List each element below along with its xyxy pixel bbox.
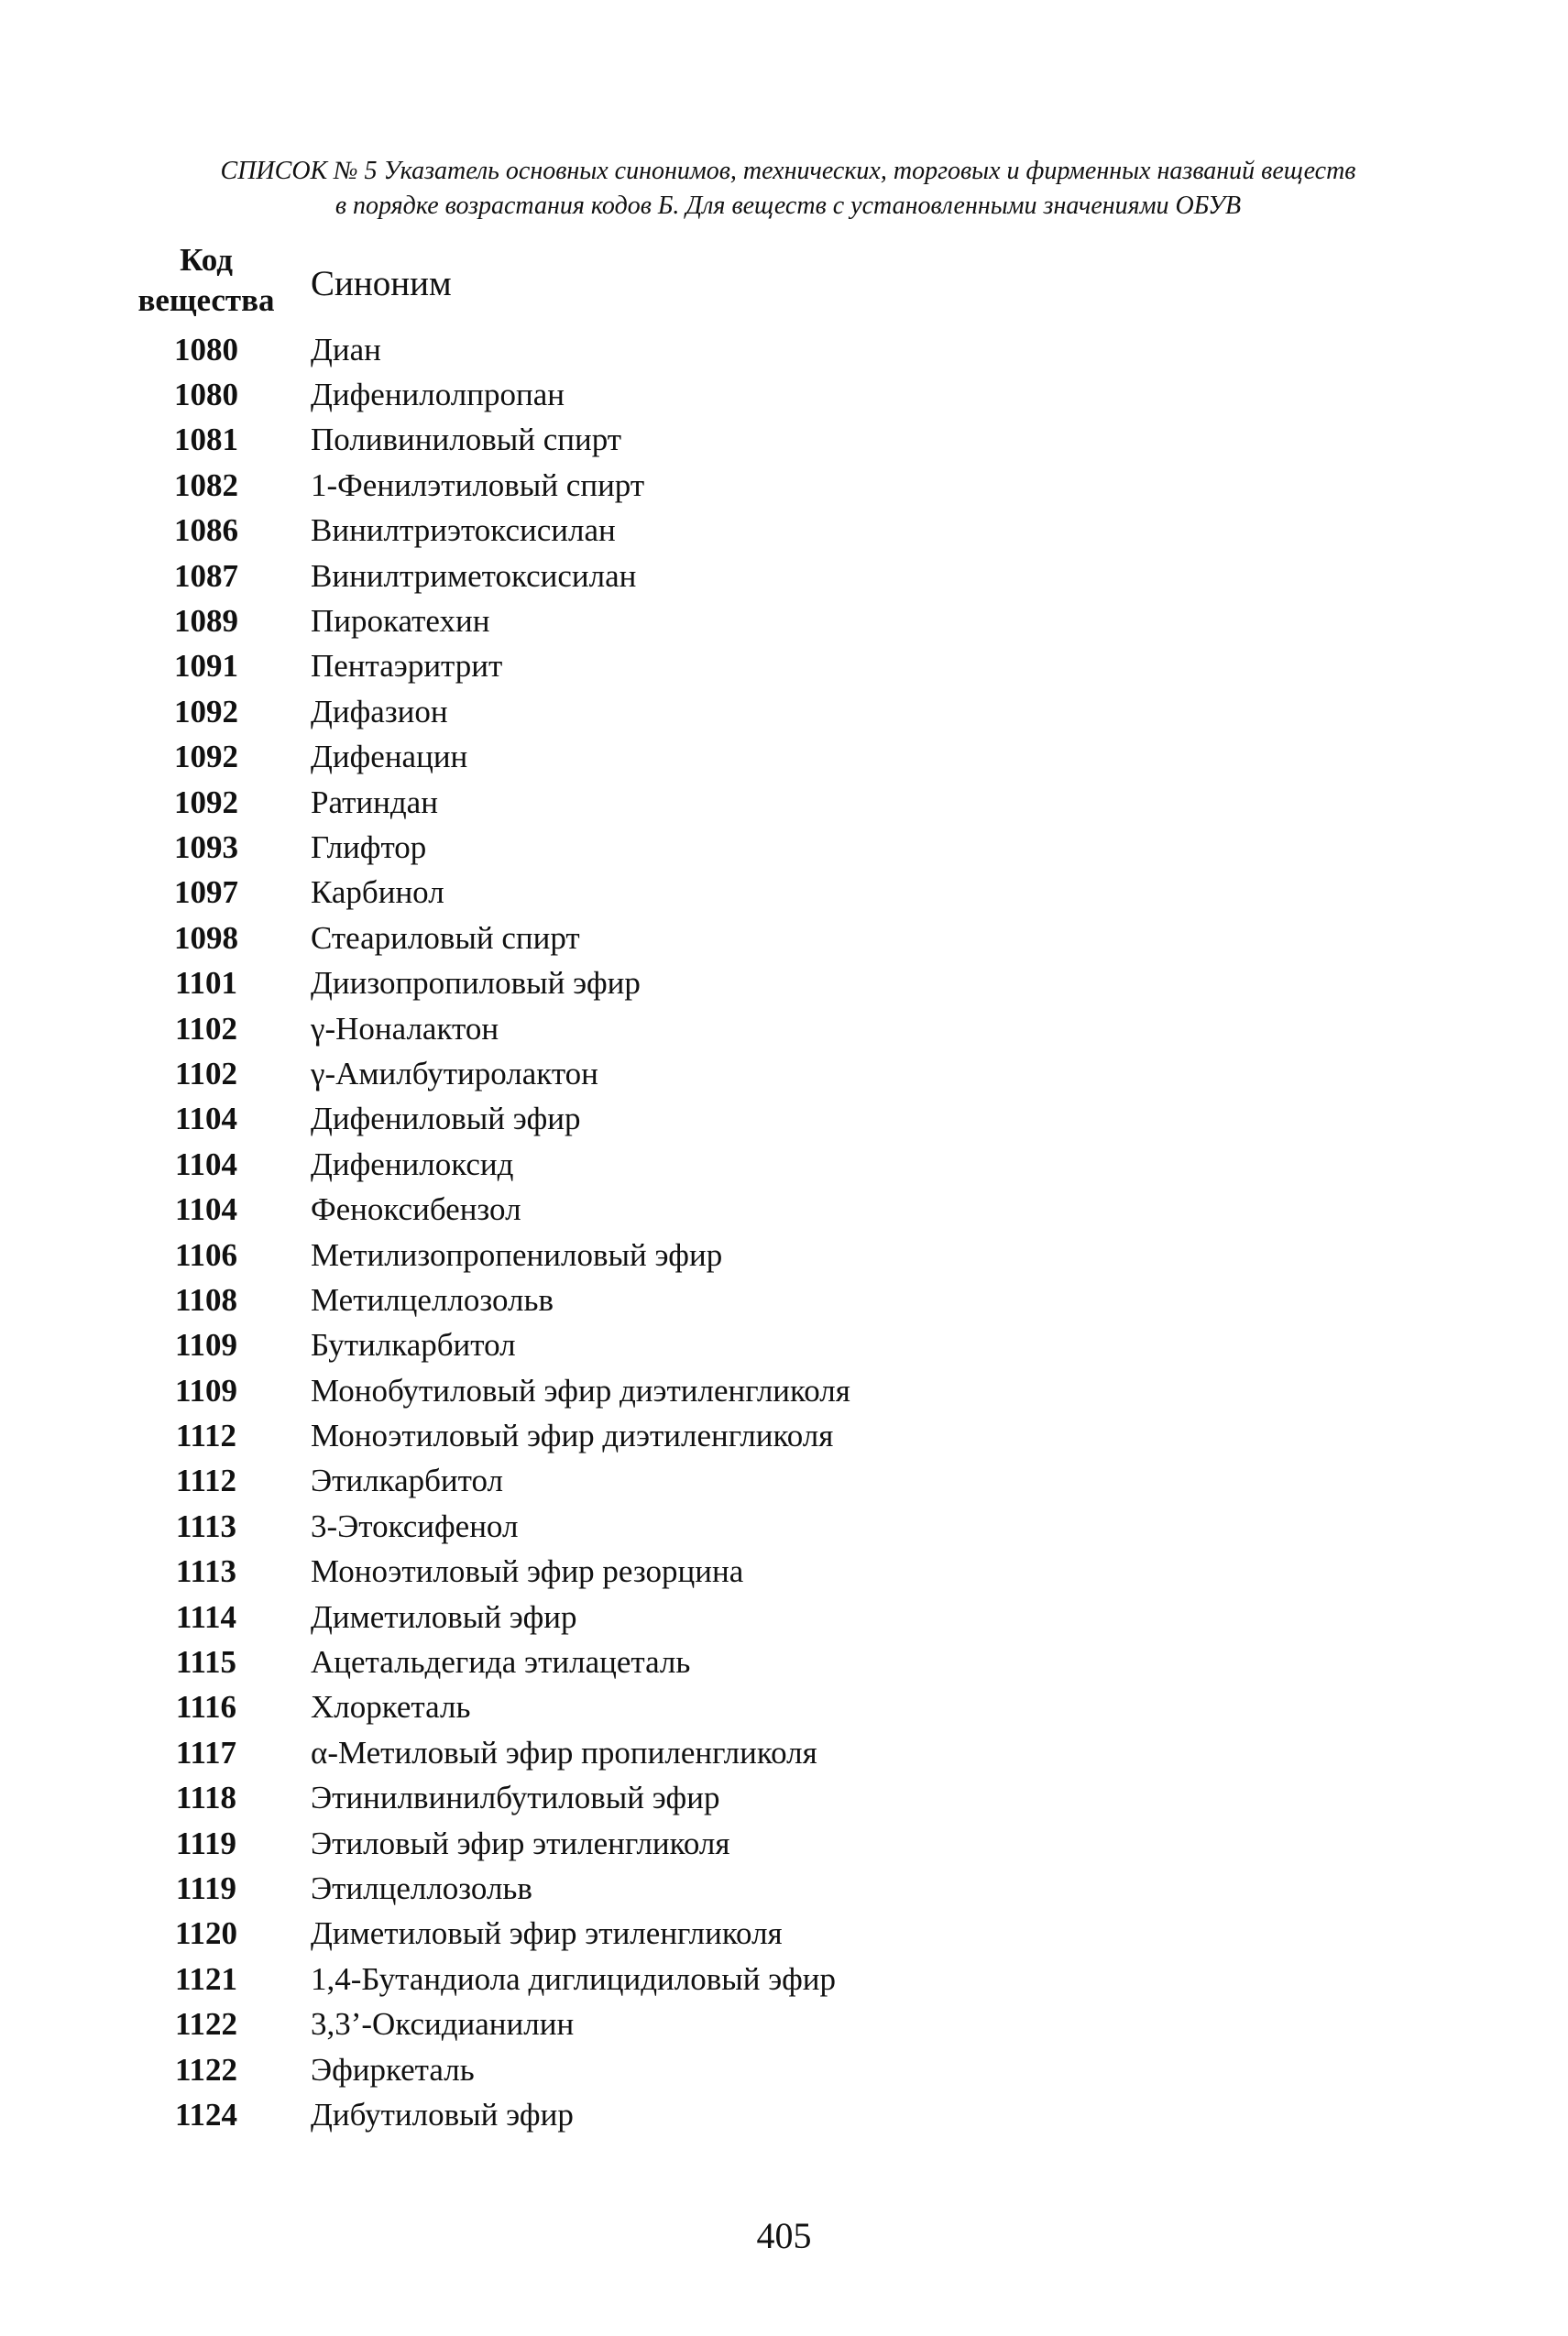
substance-code: 1104	[174, 1101, 238, 1137]
synonym-name: 1-Фенилэтиловый спирт	[311, 466, 645, 503]
synonym-name: Пирокатехин	[311, 603, 490, 640]
substance-code: 1114	[175, 1598, 237, 1635]
synonym-name: Диметиловый эфир	[311, 1598, 577, 1635]
synonym-name: Этилкарбитол	[311, 1463, 503, 1499]
synonym-name: Эфиркеталь	[311, 2051, 475, 2088]
substance-code: 1113	[175, 1508, 237, 1544]
table-row	[110, 1640, 1393, 1684]
table-row	[110, 2002, 1393, 2046]
table-row	[110, 372, 1393, 417]
synonym-name: Диметиловый эфир этиленгликоля	[311, 1915, 783, 1952]
synonym-name: Карбинол	[311, 874, 444, 911]
synonym-name: Дифазион	[311, 693, 448, 729]
table-row	[110, 1957, 1393, 2002]
table-row	[110, 509, 1393, 554]
substance-code: 1119	[175, 1870, 237, 1906]
table-row	[110, 1413, 1393, 1458]
substance-code: 1080	[174, 331, 238, 367]
synonym-name: Бутилкарбитол	[311, 1327, 516, 1364]
synonym-name: Пентаэритрит	[311, 648, 503, 685]
synonym-name: α-Метиловый эфир пропиленгликоля	[311, 1734, 817, 1771]
substance-code: 1104	[174, 1191, 238, 1228]
synonym-name: Хлоркеталь	[311, 1689, 471, 1726]
synonym-name: Винилтриэтоксисилан	[311, 512, 616, 549]
table-row	[110, 1368, 1393, 1413]
substance-code: 1087	[174, 557, 238, 594]
synonym-name: Стеариловый спирт	[311, 919, 580, 956]
substance-code: 1093	[174, 828, 238, 865]
synonym-name: Дифенилоксид	[311, 1146, 514, 1182]
table-row	[110, 2047, 1393, 2092]
table-row	[110, 1912, 1393, 1957]
substance-code: 1081	[174, 422, 238, 458]
synonym-name: Этинилвинилбутиловый эфир	[311, 1780, 720, 1816]
substance-code: 1108	[174, 1281, 238, 1318]
synonym-name: Поливиниловый спирт	[311, 422, 622, 458]
substance-code: 1115	[175, 1644, 237, 1681]
table-row	[110, 1459, 1393, 1504]
synonym-name: Этилцеллозольв	[311, 1870, 532, 1906]
substance-code: 1118	[175, 1780, 237, 1816]
substance-code: 1122	[174, 2006, 238, 2043]
table-row	[110, 871, 1393, 916]
table-row	[110, 644, 1393, 689]
synonym-name: Винилтриметоксисилан	[311, 557, 637, 594]
synonym-name: 1,4-Бутандиола диглицидиловый эфир	[311, 1960, 836, 1997]
table-row	[110, 960, 1393, 1005]
header-line-1: СПИСОК № 5 Указатель основных синонимов, технических, торговых и фирменных названий веществ	[220, 157, 1356, 185]
page-number: 405	[756, 2215, 812, 2256]
synonym-name: Ратиндан	[311, 784, 438, 820]
substance-code: 1121	[174, 1960, 238, 1997]
substance-code: 1098	[174, 919, 238, 956]
substance-code: 1102	[174, 1010, 238, 1047]
substance-code: 1122	[174, 2051, 238, 2088]
table-row	[110, 1278, 1393, 1322]
table-row	[110, 1006, 1393, 1051]
substance-code: 1102	[174, 1055, 238, 1091]
table-row	[110, 1051, 1393, 1096]
substance-code: 1101	[174, 965, 238, 1002]
synonym-name: Метилизопропениловый эфир	[311, 1236, 723, 1273]
table-row	[110, 1323, 1393, 1368]
synonym-name: Дибутиловый эфир	[311, 2096, 574, 2133]
synonym-table-body	[110, 327, 1393, 2138]
table-row	[110, 689, 1393, 734]
synonym-name: Дифениловый эфир	[311, 1101, 581, 1137]
substance-code: 1109	[174, 1327, 238, 1364]
synonym-name: 3-Этоксифенол	[311, 1508, 519, 1544]
header-line-2: в порядке возрастания кодов Б. Для веществ с установленными значениями ОБУВ	[334, 192, 1242, 220]
table-row	[110, 418, 1393, 463]
substance-code: 1091	[174, 648, 238, 685]
synonym-name: Этиловый эфир этиленгликоля	[311, 1825, 730, 1861]
synonym-name: Ацетальдегида этилацеталь	[311, 1644, 691, 1681]
synonym-name: Моноэтиловый эфир резорцина	[311, 1553, 744, 1590]
table-row	[110, 554, 1393, 598]
substance-code: 1104	[174, 1146, 238, 1182]
substance-code: 1116	[175, 1689, 237, 1726]
substance-code: 1124	[174, 2096, 238, 2133]
table-row	[110, 1187, 1393, 1232]
synonym-name: 3,3’-Оксидианилин	[311, 2006, 575, 2043]
synonym-name: Глифтор	[311, 828, 427, 865]
table-row	[110, 1233, 1393, 1278]
table-row	[110, 327, 1393, 372]
substance-code: 1086	[174, 512, 238, 549]
substance-code: 1092	[174, 739, 238, 775]
synonym-name: Моноэтиловый эфир диэтиленгликоля	[311, 1418, 834, 1454]
synonym-name: γ-Ноналактон	[311, 1010, 499, 1047]
table-row	[110, 825, 1393, 870]
substance-code: 1120	[174, 1915, 238, 1952]
substance-code: 1109	[174, 1372, 238, 1409]
table-row	[110, 1821, 1393, 1866]
table-row	[110, 1142, 1393, 1187]
table-row	[110, 1550, 1393, 1595]
synonym-name: Дифенацин	[311, 739, 468, 775]
substance-code: 1089	[174, 603, 238, 640]
table-row	[110, 735, 1393, 780]
substance-code: 1092	[174, 693, 238, 729]
synonym-column-header: Синоним	[311, 264, 452, 303]
table-row	[110, 1504, 1393, 1549]
list-header	[156, 154, 1420, 224]
substance-code: 1082	[174, 466, 238, 503]
synonym-name: Монобутиловый эфир диэтиленгликоля	[311, 1372, 850, 1409]
substance-code: 1119	[175, 1825, 237, 1861]
substance-code: 1112	[175, 1463, 237, 1499]
table-row	[110, 463, 1393, 508]
table-row	[110, 598, 1393, 643]
table-row	[110, 2092, 1393, 2137]
table-row	[110, 1866, 1393, 1911]
table-row	[110, 1730, 1393, 1775]
code-header-line-2: вещества	[137, 282, 275, 318]
substance-code: 1080	[174, 377, 238, 413]
synonym-name: Метилцеллозольв	[311, 1281, 554, 1318]
table-row	[110, 1685, 1393, 1730]
synonym-name: Диизопропиловый эфир	[311, 965, 641, 1002]
table-row	[110, 1097, 1393, 1142]
synonym-name: Феноксибензол	[311, 1191, 521, 1228]
synonym-name: Диан	[311, 331, 381, 367]
table-row	[110, 780, 1393, 825]
code-column-header	[110, 240, 302, 321]
code-header-line-1: Код	[180, 242, 233, 278]
substance-code: 1112	[175, 1418, 237, 1454]
table-row	[110, 916, 1393, 960]
synonym-name: Дифенилолпропан	[311, 377, 565, 413]
synonym-name: γ-Амилбутиролактон	[311, 1055, 598, 1091]
substance-code: 1117	[175, 1734, 237, 1771]
table-row	[110, 1776, 1393, 1821]
substance-code: 1113	[175, 1553, 237, 1590]
substance-code: 1092	[174, 784, 238, 820]
substance-code: 1106	[174, 1236, 238, 1273]
substance-code: 1097	[174, 874, 238, 911]
table-row	[110, 1595, 1393, 1640]
